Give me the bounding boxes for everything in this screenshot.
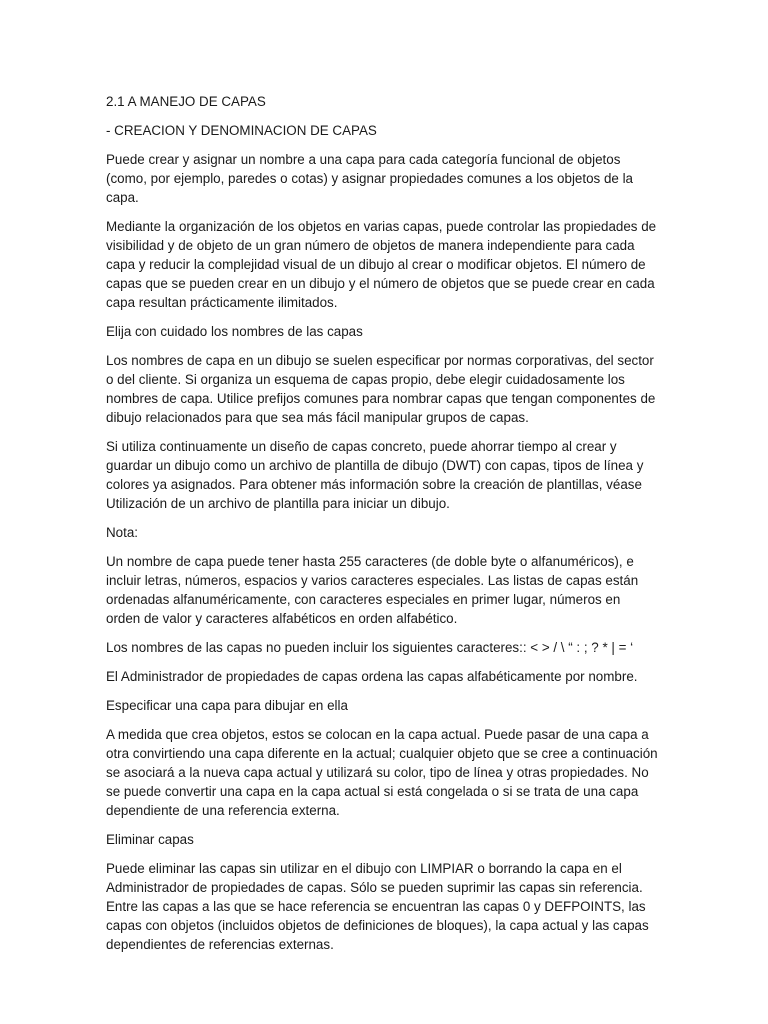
subheading-current-layer: Especificar una capa para dibujar en ella — [106, 698, 348, 713]
document-page — [106, 92, 658, 964]
paragraph-intro: Puede crear y asignar un nombre a una capa para cada categoría funcional de objetos (como, por ejemplo, paredes o cotas) y asignar propiedades comunes a los objetos de la capa. — [106, 152, 633, 205]
paragraph-layer-names: Los nombres de capa en un dibujo se suelen especificar por normas corporativas, del sector o del cliente. Si organiza un esquema de capas propio, debe elegir cuidadosamente los nombres de capa. Utilice prefijos comunes para nombrar capas que tengan componentes de dibujo relacionados para que sea más fácil manipular grupos de capas. — [106, 353, 656, 425]
paragraph-organization: Mediante la organización de los objetos en varias capas, puede controlar las propiedades de visibilidad y de objeto de un gran número de objetos de manera independiente para cada capa y reducir la complejidad visual de un dibujo al crear o modificar objetos. El número de capas que se pueden crear en un dibujo y el número de objetos que se puede crear en cada capa resultan prácticamente ilimitados. — [106, 219, 657, 310]
paragraph-template: Si utiliza continuamente un diseño de capas concreto, puede ahorrar tiempo al crear y guardar un dibujo como un archivo de plantilla de dibujo (DWT) con capas, tipos de línea y colores ya asignados. Para obtener más información sobre la creación de plantillas, véase Utilización de un archivo de plantilla para iniciar un dibujo. — [106, 439, 644, 511]
subheading-layer-names: Elija con cuidado los nombres de las capas — [106, 324, 363, 339]
note-label: Nota: — [106, 525, 139, 540]
paragraph-sorting: El Administrador de propiedades de capas ordena las capas alfabéticamente por nombre. — [106, 669, 638, 684]
section-heading: - CREACION Y DENOMINACION DE CAPAS — [106, 123, 377, 138]
document-title: 2.1 A MANEJO DE CAPAS — [106, 94, 266, 109]
paragraph-note: Un nombre de capa puede tener hasta 255 caracteres (de doble byte o alfanuméricos), e incluir letras, números, espacios y varios caracteres especiales. Las listas de capas están ordenadas alfanuméricamente, con caracteres especiales en primer lugar, números en orden de valor y caracteres alfabéticos en orden alfabético. — [106, 554, 639, 626]
paragraph-forbidden-characters: Los nombres de las capas no pueden incluir los siguientes caracteres:: < > / \ “ : ; ? * | = ‘ — [106, 640, 634, 655]
paragraph-current-layer: A medida que crea objetos, estos se colocan en la capa actual. Puede pasar de una capa a otra convirtiendo una capa diferente en la actual; cualquier objeto que se cree a continuación se asociará a la nueva capa actual y utilizará su color, tipo de línea y otras propiedades. No se puede convertir una capa en la capa actual si está congelada o si se trata de una capa dependiente de una referencia externa. — [106, 727, 658, 818]
paragraph-delete-layers: Puede eliminar las capas sin utilizar en el dibujo con LIMPIAR o borrando la capa en el Administrador de propiedades de capas. Sólo se pueden suprimir las capas sin referencia. Entre las capas a las que se hace referencia se encuentran las capas 0 y DEFPOINTS, las capas con objetos (incluidos objetos de definiciones de bloques), la capa actual y las capas dependientes de referencias externas. — [106, 861, 649, 952]
subheading-delete-layers: Eliminar capas — [106, 832, 194, 847]
